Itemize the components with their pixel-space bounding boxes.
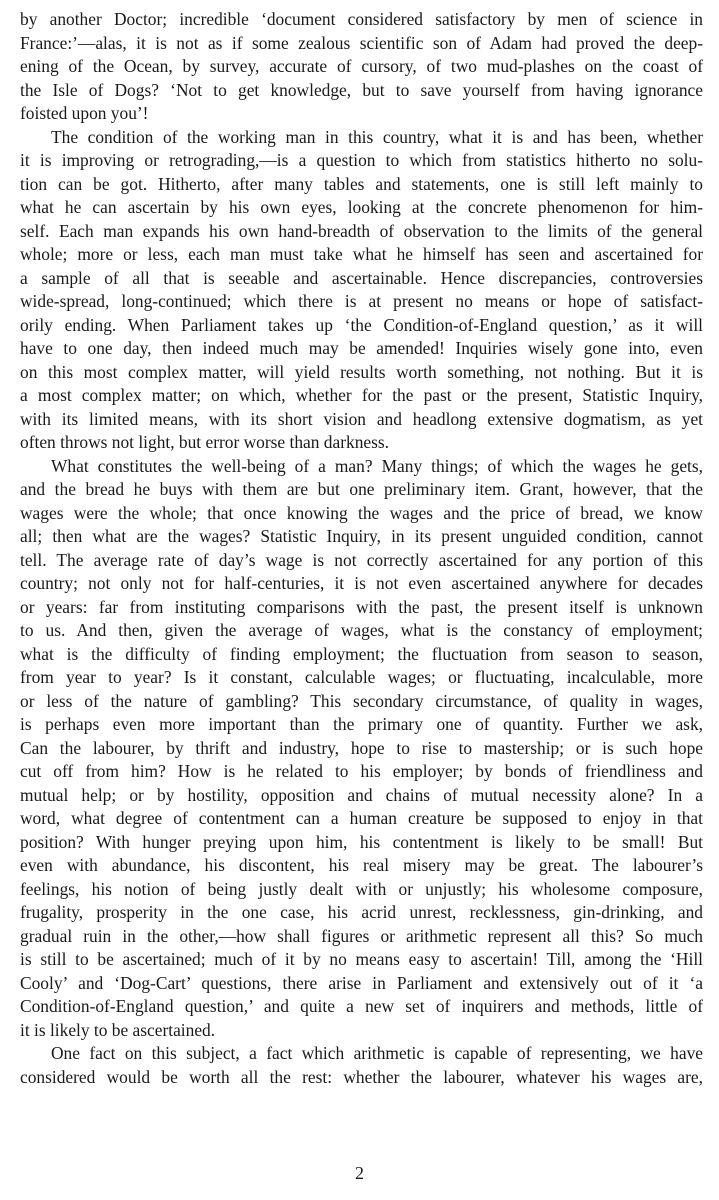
text-line: What constitutes the well-being of a man? Many things; of which the wages he gets, [51, 455, 703, 476]
text-line: tell. The average rate of day’s wage is not correctly ascertained for any portion of this [20, 549, 703, 570]
text-line: with its limited means, with its short vision and headlong extensive dogmatism, as yet [20, 408, 703, 429]
text-line: or less of the nature of gambling? This secondary circumstance, of quality in wages, [20, 690, 703, 711]
text-line: have to one day, then indeed much may be amended! Inquiries wisely gone into, even [20, 338, 703, 358]
text-line: wide-spread, long-continued; which there is at present no means or hope of satisfact- [20, 291, 703, 311]
paragraph [20, 1042, 703, 1089]
text-line: to us. And then, given the average of wages, what is the constancy of employment; [20, 620, 703, 640]
text-line: all; then what are the wages? Statistic Inquiry, in its present unguided condition, cannot [20, 526, 703, 546]
text-line: what he can ascertain by his own eyes, looking at the concrete phenomenon for him- [20, 197, 703, 217]
text-line: Cooly’ and ‘Dog-Cart’ questions, there arise in Parliament and extensively out of it ‘a [20, 972, 703, 993]
text-line: The condition of the working man in this country, what it is and has been, whether [51, 126, 703, 147]
text-line: feelings, his notion of being justly dealt with or unjustly; his wholesome composure, [20, 878, 703, 899]
text-line: France:’—alas, it is not as if some zealous scientific son of Adam had proved the deep- [20, 32, 703, 53]
text-line: is perhaps even more important than the primary one of quantity. Further we ask, [20, 714, 703, 734]
page-body [20, 8, 703, 1089]
text-line: Can the labourer, by thrift and industry, hope to rise to mastership; or is such hope [20, 737, 703, 758]
text-line: is still to be ascertained; much of it by no means easy to ascertain! Till, among the ‘Hill [20, 949, 703, 969]
text-line: considered would be worth all the rest: whether the labourer, whatever his wages are, [20, 1066, 703, 1087]
text-line: or years: far from instituting comparisons with the past, the present itself is unknown [20, 596, 703, 617]
text-line: position? With hunger preying upon him, his contentment is likely to be small! But [20, 831, 703, 852]
text-line: and the bread he buys with them are but one preliminary item. Grant, however, that the [20, 479, 703, 499]
text-line: foisted upon you’! [20, 103, 149, 123]
text-line: cut off from him? How is he related to his employer; by bonds of friendliness and [20, 761, 703, 781]
text-line: a most complex matter; on which, whether for the past or the present, Statistic Inquiry, [20, 385, 703, 405]
text-line: whole; more or less, each man must take what he himself has seen and ascertained for [20, 244, 703, 264]
text-line: what is the difficulty of finding employment; the fluctuation from season to season, [20, 643, 703, 664]
text-line: tion can be got. Hitherto, after many tables and statements, one is still left mainly to [20, 173, 703, 194]
text-line: self. Each man expands his own hand-breadth of observation to the limits of the general [20, 220, 703, 241]
paragraph [20, 455, 703, 1043]
paragraph [20, 126, 703, 455]
text-line: the Isle of Dogs? ‘Not to get knowledge, but to save yourself from having ignorance [20, 79, 703, 100]
text-line: One fact on this subject, a fact which arithmetic is capable of representing, we have [51, 1043, 703, 1063]
text-line: orily ending. When Parliament takes up ‘the Condition-of-England question,’ as it will [20, 314, 703, 335]
text-line: by another Doctor; incredible ‘document considered satisfactory by men of science in [20, 9, 703, 29]
text-line: frugality, prosperity in the one case, his acrid unrest, recklessness, gin-drinking, and [20, 902, 703, 922]
text-line: it is improving or retrograding,—is a question to which from statistics hitherto no solu- [20, 150, 703, 170]
text-line: ening of the Ocean, by survey, accurate of cursory, of two mud-plashes on the coast of [20, 56, 703, 76]
text-line: even with abundance, his discontent, his real misery may be great. The labourer’s [20, 855, 703, 875]
text-line: Condition-of-England question,’ and quite a new set of inquirers and methods, little of [20, 996, 703, 1016]
text-line: wages were the whole; that once knowing the wages and the price of bread, we know [20, 502, 703, 523]
paragraph [20, 8, 703, 126]
text-line: word, what degree of contentment can a human creature be supposed to enjoy in that [20, 808, 703, 828]
text-line: mutual help; or by hostility, opposition and chains of mutual necessity alone? In a [20, 784, 703, 805]
text-line: often throws not light, but error worse than darkness. [20, 432, 389, 452]
text-line: it is likely to be ascertained. [20, 1019, 216, 1040]
text-line: on this most complex matter, will yield results worth something, not nothing. But it is [20, 361, 703, 382]
text-line: from year to year? Is it constant, calculable wages; or fluctuating, incalculable, more [20, 667, 703, 687]
text-line: gradual ruin in the other,—how shall figures or arithmetic represent all this? So much [20, 925, 703, 946]
text-line: country; not only not for half-centuries, it is not even ascertained anywhere for decades [20, 573, 703, 593]
text-line: a sample of all that is seeable and ascertainable. Hence discrepancies, controversies [20, 267, 703, 288]
page-number: 2 [355, 1163, 364, 1183]
